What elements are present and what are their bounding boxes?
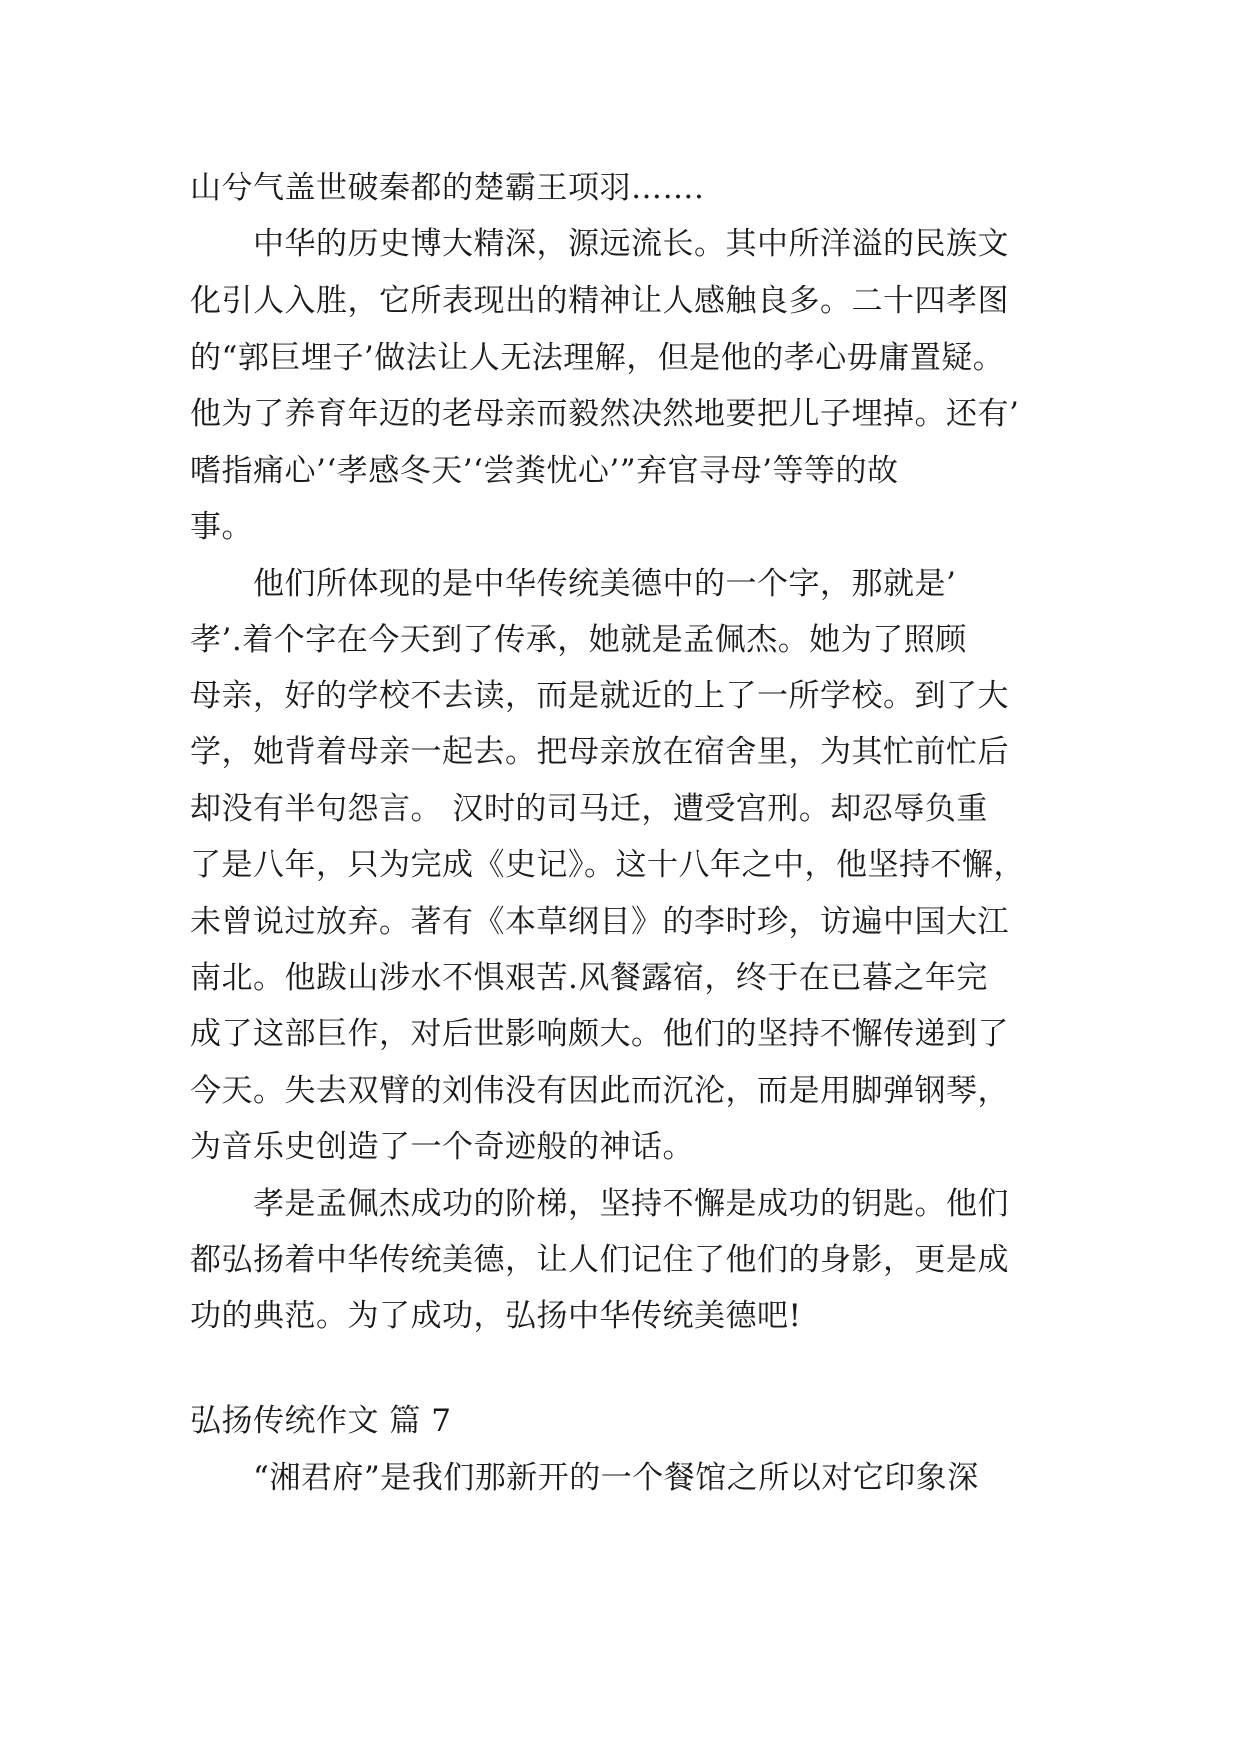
paragraph-line: “湘君府”是我们那新开的一个餐馆之所以对它印象深 [190,1460,979,1496]
paragraph-line: 他们所体现的是中华传统美德中的一个字，那就是’ [190,566,957,602]
paragraph-line: 未曾说过放弃。著有《本草纲目》的李时珍，访遍中国大江 [190,904,1009,940]
paragraph-line: 的“郭巨埋子’做法让人无法理解，但是他的孝心毋庸置疑。 [190,340,1005,376]
paragraph-line: 了是八年，只为完成《史记》。这十八年之中，他坚持不懈， [190,847,1025,883]
paragraph-line: 学，她背着母亲一起去。把母亲放在宿舍里，为其忙前忙后 [190,734,1009,770]
paragraph-line: 中华的历史博大精深，源远流长。其中所洋溢的民族文 [190,226,1009,262]
paragraph-line: 孝’.着个字在今天到了传承，她就是孟佩杰。她为了照顾 [190,622,967,658]
paragraph-line: 都弘扬着中华传统美德，让人们记住了他们的身影，更是成 [190,1242,1009,1278]
paragraph-line: 母亲，好的学校不去读，而是就近的上了一所学校。到了大 [190,678,1009,714]
paragraph-line: 为音乐史创造了一个奇迹般的神话。 [190,1129,694,1165]
paragraph-line: 却没有半句怨言。 汉时的司马迁，遭受宫刑。却忍辱负重 [190,791,988,827]
text-line: 山兮气盖世破秦都的楚霸王项羽……. [190,170,705,206]
paragraph-line: 事。 [190,509,253,545]
paragraph-line: 南北。他跋山涉水不惧艰苦.风餐露宿，终于在已暮之年完 [190,960,988,996]
paragraph-line: 今天。失去双臂的刘伟没有因此而沉沦，而是用脚弹钢琴， [190,1073,1009,1109]
paragraph-line: 嗜指痛心’‘孝感冬天’‘尝粪忧心’”弃官寻母’等等的故 [190,453,899,489]
paragraph-line: 孝是孟佩杰成功的阶梯，坚持不懈是成功的钥匙。他们 [190,1186,1009,1222]
paragraph-line: 化引人入胜，它所表现出的精神让人感触良多。二十四孝图 [190,283,1009,319]
paragraph-line: 他为了养育年迈的老母亲而毅然决然地要把儿子埋掉。还有’ [190,396,1020,432]
paragraph-line: 成了这部巨作，对后世影响颇大。他们的坚持不懈传递到了 [190,1016,1009,1052]
section-heading: 弘扬传统作文 篇 7 [190,1403,452,1439]
paragraph-line: 功的典范。为了成功，弘扬中华传统美德吧! [190,1298,802,1334]
